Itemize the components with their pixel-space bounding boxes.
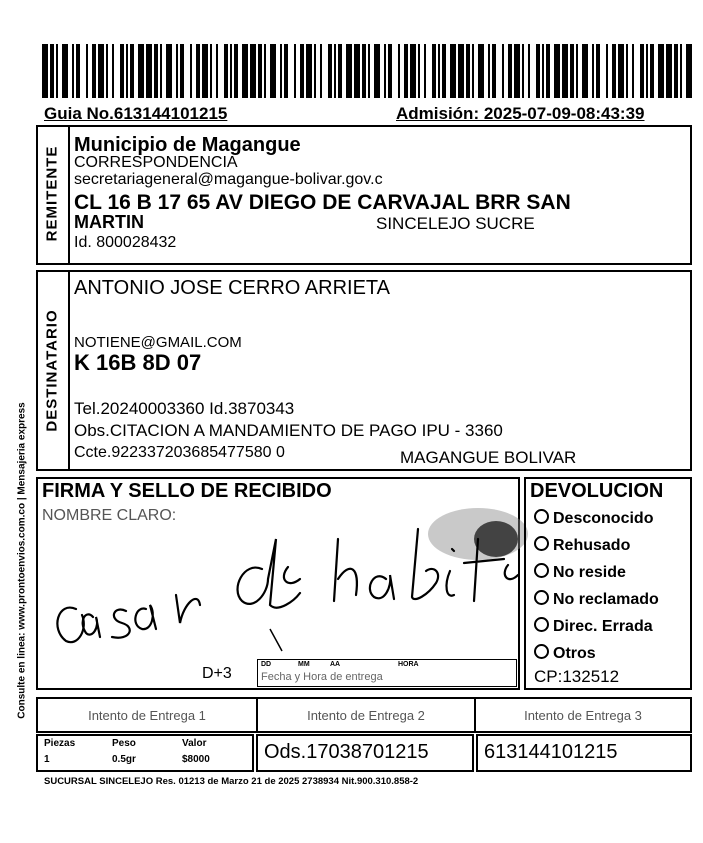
remitente-dept: CORRESPONDENCIA	[74, 154, 238, 171]
intento-1: Intento de Entrega 1	[88, 708, 206, 723]
destinatario-email: NOTIENE@GMAIL.COM	[74, 334, 242, 351]
date-aa-label: AA	[330, 661, 341, 668]
barcode-bar	[410, 44, 416, 98]
barcode-bar	[62, 44, 68, 98]
destinatario-obs: Obs.CITACION A MANDAMIENTO DE PAGO IPU - 3360	[74, 421, 503, 440]
footer-text: SUCURSAL SINCELEJO Res. 01213 de Marzo 21 de 2025 2738934 Nit.900.310.858-2	[44, 776, 419, 787]
barcode-bar	[596, 44, 600, 98]
barcode-bar	[418, 44, 420, 98]
delivery-days: D+3	[202, 665, 232, 682]
barcode-bar	[176, 44, 178, 98]
destinatario-label: DESTINATARIO	[43, 309, 61, 432]
barcode-bar	[384, 44, 386, 98]
barcode-bar	[404, 44, 408, 98]
option-otros[interactable]: Otros	[534, 644, 596, 663]
barcode-bar	[242, 44, 248, 98]
remitente-label: REMITENTE	[43, 145, 61, 242]
barcode-bar	[522, 44, 524, 98]
barcode-bar	[432, 44, 436, 98]
option-rehusado[interactable]: Rehusado	[534, 536, 630, 555]
ods-number: Ods.17038701215	[264, 741, 429, 763]
barcode-bar	[640, 44, 644, 98]
barcode-bar	[680, 44, 682, 98]
barcode-bar	[424, 44, 426, 98]
radio-icon	[534, 536, 549, 551]
admision-date: Admisión: 2025-07-09-08:43:39	[396, 104, 645, 123]
barcode-bar	[230, 44, 232, 98]
barcode-bar	[190, 44, 192, 98]
option-no-reclamado[interactable]: No reclamado	[534, 590, 659, 609]
barcode-bar	[320, 44, 322, 98]
firma-title: FIRMA Y SELLO DE RECIBIDO	[42, 480, 332, 502]
barcode-bar	[442, 44, 446, 98]
piezas-box	[36, 734, 254, 772]
side-text: Consulte en linea: www.prontoenvios.com.co | Mensajeria express	[16, 402, 28, 719]
option-desconocido[interactable]: Desconocido	[534, 509, 653, 528]
barcode-bar	[562, 44, 568, 98]
barcode-bar	[300, 44, 304, 98]
intento-3: Intento de Entrega 3	[524, 708, 642, 723]
barcode-bar	[582, 44, 588, 98]
barcode-bar	[632, 44, 634, 98]
barcode-bar	[138, 44, 144, 98]
date-hora-label: HORA	[398, 661, 419, 668]
barcode	[42, 44, 692, 98]
option-direc-errada[interactable]: Direc. Errada	[534, 617, 653, 636]
barcode-bar	[338, 44, 342, 98]
date-mm-label: MM	[298, 661, 310, 668]
barcode-bar	[72, 44, 74, 98]
date-box	[257, 659, 517, 687]
ods-box	[256, 734, 474, 772]
barcode-bar	[542, 44, 544, 98]
radio-icon	[534, 617, 549, 632]
barcode-bar	[450, 44, 456, 98]
peso-header: Peso	[112, 738, 136, 749]
barcode-bar	[314, 44, 316, 98]
remitente-section	[36, 125, 692, 265]
remitente-email: secretariageneral@magangue-bolivar.gov.c	[74, 171, 383, 188]
barcode-bar	[146, 44, 152, 98]
barcode-bar	[492, 44, 496, 98]
remitente-city: SINCELEJO SUCRE	[376, 214, 535, 233]
barcode-bar	[264, 44, 266, 98]
radio-icon	[534, 563, 549, 578]
barcode-bar	[466, 44, 470, 98]
barcode-bar	[536, 44, 540, 98]
barcode-bar	[210, 44, 212, 98]
barcode-bar	[528, 44, 530, 98]
destinatario-city: MAGANGUE BOLIVAR	[400, 448, 577, 467]
barcode-bar	[576, 44, 578, 98]
barcode-bar	[216, 44, 218, 98]
barcode-bar	[508, 44, 512, 98]
barcode-bar	[112, 44, 114, 98]
barcode-bar	[160, 44, 162, 98]
codigo-postal: CP:132512	[534, 667, 620, 686]
barcode-bar	[666, 44, 672, 98]
barcode-bar	[250, 44, 256, 98]
barcode-bar	[398, 44, 400, 98]
barcode-bar	[224, 44, 228, 98]
piezas-value: 1	[44, 754, 50, 765]
barcode-bar	[106, 44, 108, 98]
barcode-bar	[180, 44, 184, 98]
barcode-bar	[388, 44, 392, 98]
barcode-bar	[646, 44, 648, 98]
barcode-bar	[606, 44, 608, 98]
barcode-bar	[570, 44, 574, 98]
barcode-bar	[626, 44, 628, 98]
barcode-bar	[488, 44, 490, 98]
barcode-bar	[438, 44, 440, 98]
intentos-row	[36, 697, 692, 733]
destinatario-address: K 16B 8D 07	[74, 350, 202, 375]
valor-value: $8000	[182, 754, 210, 765]
barcode-bar	[650, 44, 654, 98]
barcode-bar	[130, 44, 134, 98]
barcode-bar	[56, 44, 58, 98]
barcode-bar	[92, 44, 96, 98]
destinatario-ccte: Ccte.922337203685477580 0	[74, 444, 285, 461]
date-dd-label: DD	[261, 661, 272, 668]
barcode-bar	[686, 44, 692, 98]
devolucion-title: DEVOLUCION	[530, 480, 664, 502]
barcode-bar	[202, 44, 208, 98]
barcode-bar	[514, 44, 520, 98]
barcode-bar	[328, 44, 332, 98]
destinatario-section	[36, 270, 692, 471]
remitente-name: Municipio de Magangue	[74, 134, 301, 156]
barcode-bar	[374, 44, 380, 98]
destinatario-name: ANTONIO JOSE CERRO ARRIETA	[74, 277, 390, 299]
barcode-bar	[554, 44, 560, 98]
guia-box	[476, 734, 692, 772]
barcode-bar	[612, 44, 616, 98]
nombre-claro-label: NOMBRE CLARO:	[42, 507, 177, 524]
barcode-bar	[270, 44, 276, 98]
remitente-address-2: MARTIN	[74, 212, 144, 232]
barcode-bar	[120, 44, 124, 98]
barcode-bar	[42, 44, 48, 98]
date-caption: Fecha y Hora de entrega	[261, 671, 383, 683]
barcode-bar	[546, 44, 550, 98]
firma-section	[36, 477, 520, 690]
barcode-bar	[458, 44, 464, 98]
barcode-bar	[592, 44, 594, 98]
barcode-bar	[502, 44, 504, 98]
barcode-bar	[658, 44, 664, 98]
barcode-bar	[154, 44, 158, 98]
barcode-bar	[166, 44, 172, 98]
option-no-reside[interactable]: No reside	[534, 563, 626, 582]
piezas-header: Piezas	[44, 738, 76, 749]
barcode-bar	[98, 44, 104, 98]
barcode-bar	[306, 44, 312, 98]
peso-value: 0.5gr	[112, 754, 136, 765]
barcode-bar	[478, 44, 484, 98]
intento-2: Intento de Entrega 2	[307, 708, 425, 723]
barcode-bar	[196, 44, 200, 98]
barcode-bar	[472, 44, 474, 98]
radio-icon	[534, 509, 549, 524]
barcode-bar	[618, 44, 624, 98]
barcode-bar	[126, 44, 128, 98]
barcode-bar	[280, 44, 282, 98]
barcode-bar	[86, 44, 88, 98]
remitente-id: Id. 800028432	[74, 234, 177, 251]
guia-barcode-number: 613144101215	[484, 741, 618, 763]
barcode-bar	[234, 44, 238, 98]
barcode-bar	[346, 44, 352, 98]
barcode-bar	[354, 44, 360, 98]
barcode-bar	[334, 44, 336, 98]
barcode-bar	[368, 44, 370, 98]
barcode-bar	[362, 44, 366, 98]
destinatario-tel: Tel.20240003360 Id.3870343	[74, 399, 295, 418]
handwritten-signature	[38, 509, 522, 659]
radio-icon	[534, 590, 549, 605]
barcode-bar	[294, 44, 296, 98]
radio-icon	[534, 644, 549, 659]
barcode-bar	[284, 44, 288, 98]
barcode-bar	[76, 44, 80, 98]
barcode-bar	[50, 44, 54, 98]
barcode-bar	[258, 44, 262, 98]
devolucion-section	[524, 477, 692, 690]
barcode-bar	[674, 44, 678, 98]
remitente-address: CL 16 B 17 65 AV DIEGO DE CARVAJAL BRR SAN	[74, 191, 571, 214]
guia-number: Guia No.613144101215	[44, 104, 228, 123]
valor-header: Valor	[182, 738, 207, 749]
